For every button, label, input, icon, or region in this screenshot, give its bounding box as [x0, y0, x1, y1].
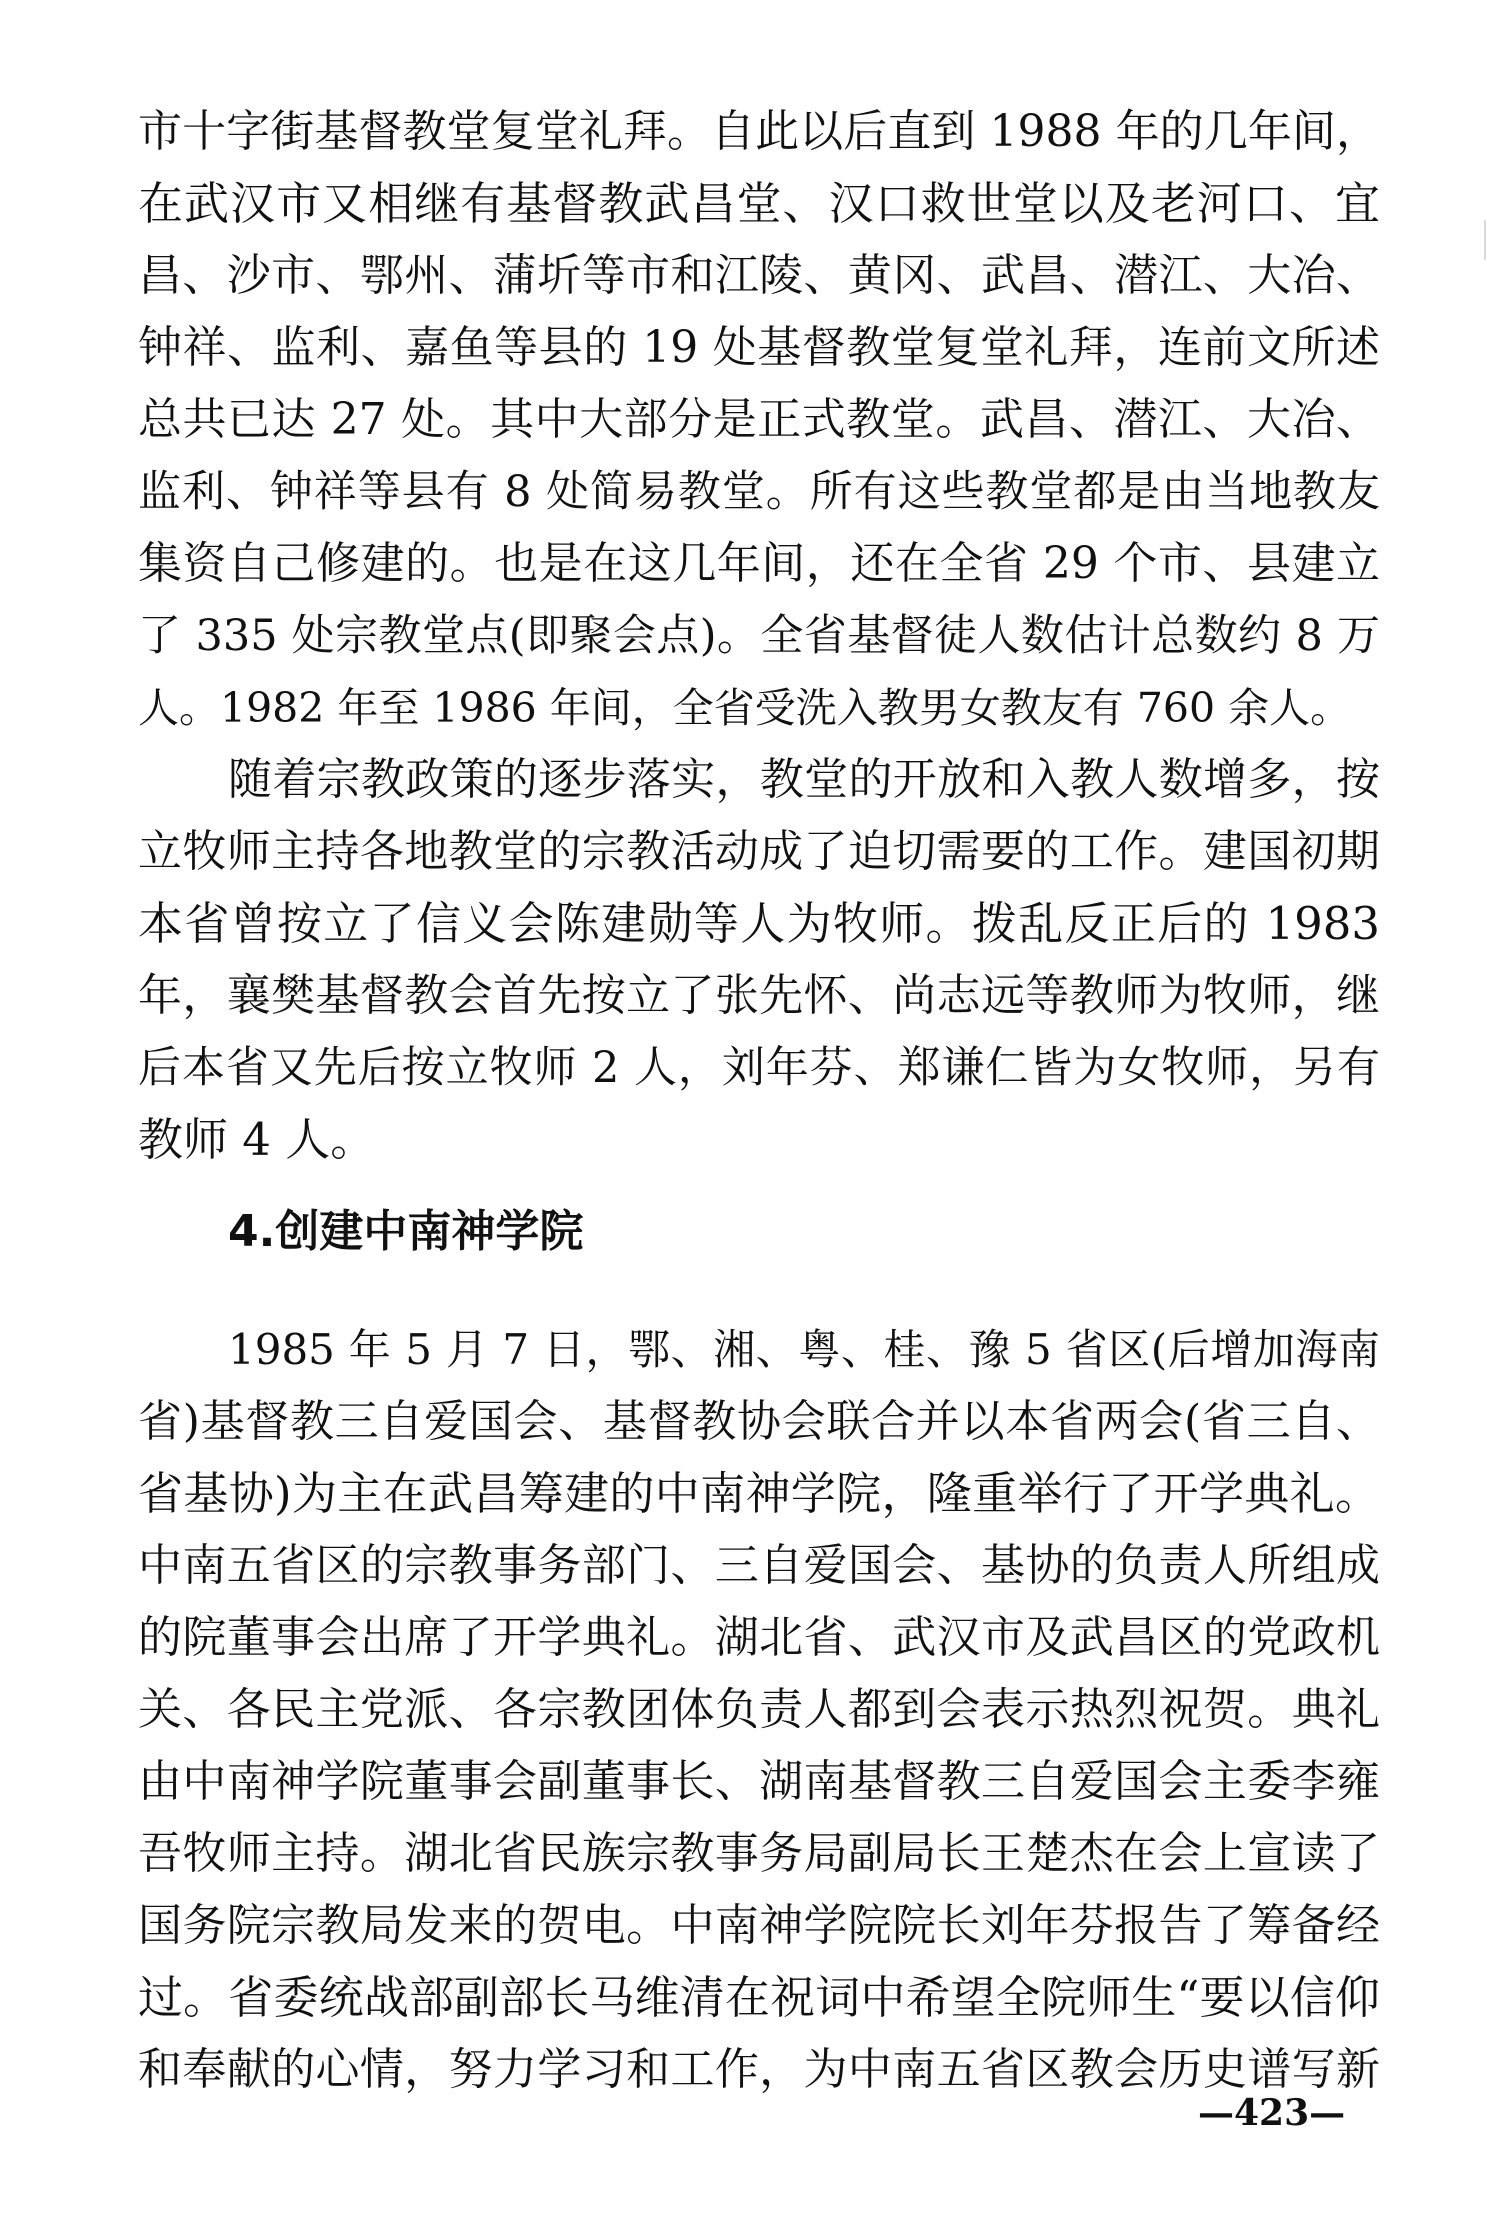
text-line: 总共已达 27 处。其中大部分是正式教堂。武昌、潜江、大冶、	[138, 394, 1380, 445]
text-line: 省)基督教三自爱国会、基督教协会联合并以本省两会(省三自、	[138, 1396, 1380, 1447]
page-number: —423—	[1198, 2092, 1346, 2134]
text-line: 后本省又先后按立牧师 2 人，刘年芬、郑谦仁皆为女牧师，另有	[138, 1043, 1380, 1093]
text-line: 国务院宗教局发来的贺电。中南神学院院长刘年芬报告了筹备经	[138, 1900, 1380, 1951]
text-line: 的院董事会出席了开学典礼。湖北省、武汉市及武昌区的党政机	[138, 1612, 1380, 1663]
text-line: 和奉献的心情，努力学习和工作，为中南五省区教会历史谱写新	[138, 2044, 1380, 2095]
text-line: 市十字街基督教堂复堂礼拜。自此以后直到 1988 年的几年间，	[138, 106, 1380, 157]
text-line: 教师 4 人。	[138, 1113, 376, 1166]
text-line: 钟祥、监利、嘉鱼等县的 19 处基督教堂复堂礼拜，连前文所述	[138, 322, 1380, 373]
text-line: 随着宗教政策的逐步落实，教堂的开放和入教人数增多，按	[228, 754, 1380, 805]
text-line: 年，襄樊基督教会首先按立了张先怀、尚志远等教师为牧师，继	[138, 970, 1380, 1021]
text-line: 省基协)为主在武昌筹建的中南神学院，隆重举行了开学典礼。	[138, 1467, 1380, 1520]
text-line: 在武汉市又相继有基督教武昌堂、汉口救世堂以及老河口、宜	[138, 177, 1380, 230]
section-heading: 4.创建中南神学院	[228, 1206, 584, 1257]
text-line: 了 335 处宗教堂点(即聚会点)。全省基督徒人数估计总数约 8 万	[138, 611, 1380, 661]
text-line: 人。1982 年至 1986 年间，全省受洗入教男女教友有 760 余人。	[138, 684, 1352, 732]
paragraph-1	[138, 96, 1380, 744]
text-line: 立牧师主持各地教堂的宗教活动成了迫切需要的工作。建国初期	[138, 826, 1380, 877]
paragraph-2	[138, 744, 1380, 1176]
text-line: 昌、沙市、鄂州、蒲圻等市和江陵、黄冈、武昌、潜江、大冶、	[138, 250, 1380, 301]
text-line: 监利、钟祥等县有 8 处简易教堂。所有这些教堂都是由当地教友	[138, 467, 1380, 517]
text-line: 1985 年 5 月 7 日，鄂、湘、粤、桂、豫 5 省区(后增加海南	[228, 1325, 1380, 1374]
text-line: 中南五省区的宗教事务部门、三自爱国会、基协的负责人所组成	[138, 1540, 1380, 1591]
text-line: 由中南神学院董事会副董事长、湖南基督教三自爱国会主委李雍	[138, 1756, 1380, 1807]
text-line: 集资自己修建的。也是在这几年间，还在全省 29 个市、县建立	[138, 538, 1380, 589]
text-line: 吾牧师主持。湖北省民族宗教事务局副局长王楚杰在会上宣读了	[138, 1828, 1380, 1879]
scan-edge-mark	[1484, 220, 1486, 260]
text-line: 关、各民主党派、各宗教团体负责人都到会表示热烈祝贺。典礼	[138, 1684, 1380, 1735]
paragraph-3	[138, 1314, 1380, 2106]
text-line: 过。省委统战部副部长马维清在祝词中希望全院师生“要以信仰	[138, 1971, 1380, 2024]
text-line: 本省曾按立了信义会陈建勋等人为牧师。拨乱反正后的 1983	[138, 897, 1380, 950]
